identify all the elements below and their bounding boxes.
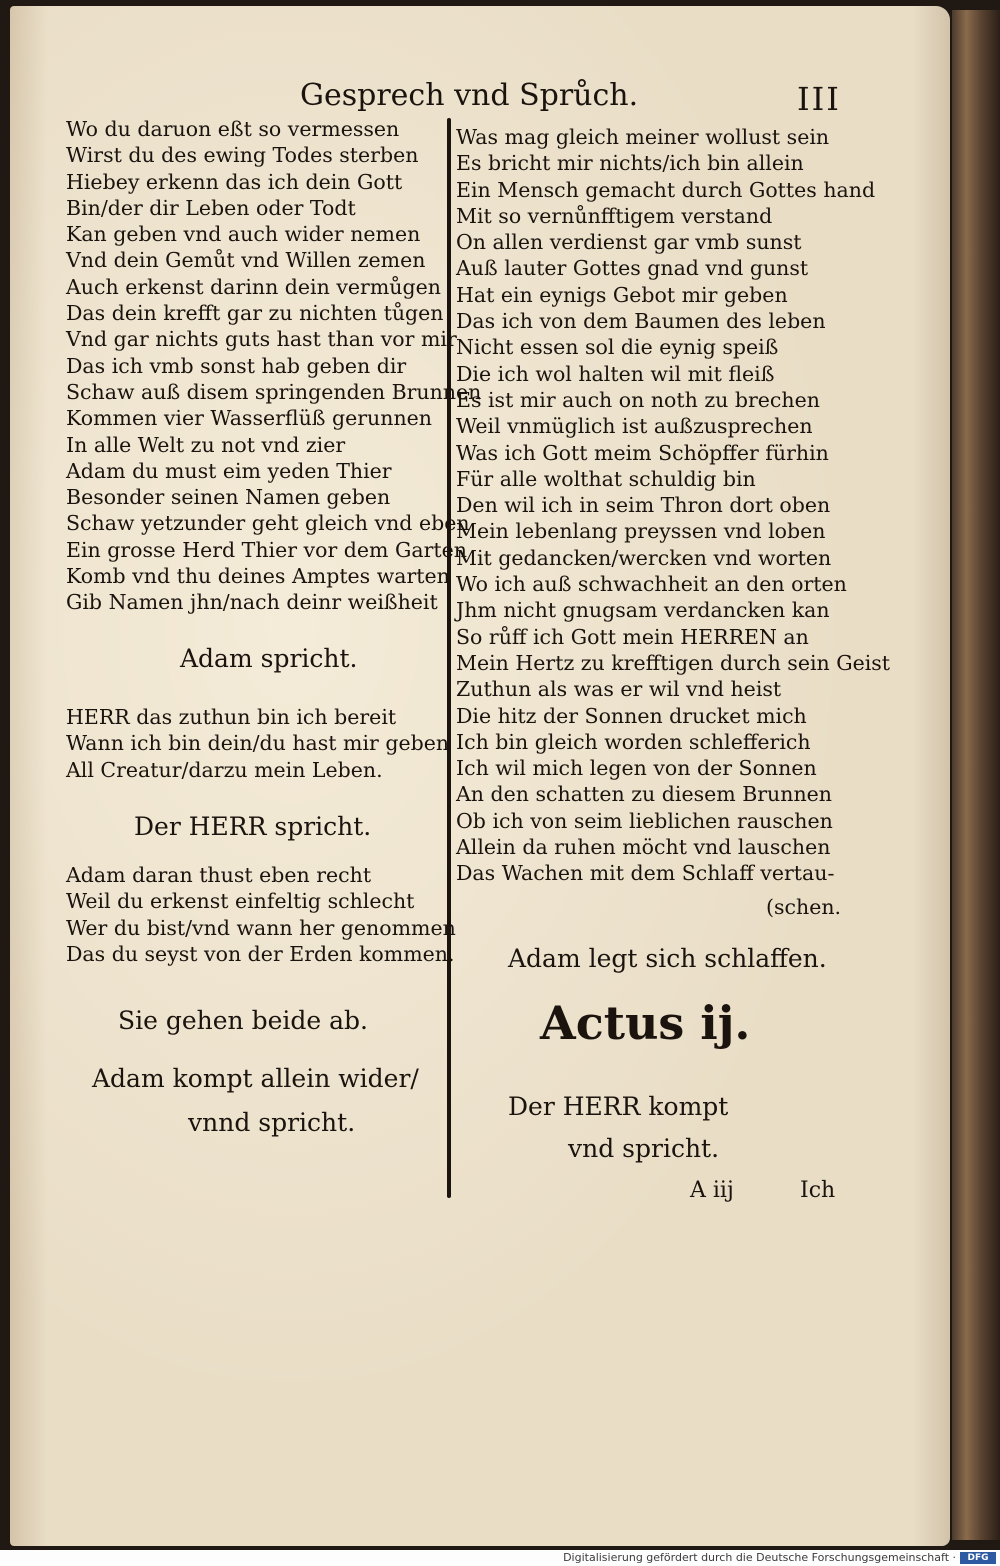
verse-line: Mein lebenlang preyssen vnd loben <box>456 519 826 544</box>
left-column-verses-2 <box>66 704 449 783</box>
verse-line: Wo ich auß schwachheit an den orten <box>456 572 847 597</box>
stage-direction-adam-returns: Adam kompt allein wider/ <box>92 1064 419 1093</box>
catchword: Ich <box>800 1178 836 1203</box>
verse-line: Ein grosse Herd Thier vor dem Garten <box>66 537 467 562</box>
verse-line: Das ich von dem Baumen des leben <box>456 309 826 334</box>
verse-line: Wann ich bin dein/du hast mir geben <box>66 731 450 756</box>
verse-line: Ein Mensch gemacht durch Gottes hand <box>456 177 876 202</box>
running-head: Gesprech vnd Sprůch. <box>300 78 639 113</box>
footer-bar <box>0 1550 1000 1566</box>
stage-direction-herr-comes: Der HERR kompt <box>508 1092 729 1121</box>
verse-line: Mein Hertz zu krefftigen durch sein Geist <box>456 650 891 675</box>
verse-line: Es ist mir auch on noth zu brechen <box>456 387 820 412</box>
verse-line: Den wil ich in seim Thron dort oben <box>456 493 831 518</box>
verse-line: Hat ein eynigs Gebot mir geben <box>456 282 788 307</box>
verse-line: Das du seyst von der Erden kommen. <box>66 941 455 966</box>
verse-line: Adam daran thust eben recht <box>66 863 372 887</box>
verse-line: In alle Welt zu not vnd zier <box>66 432 346 457</box>
verse-line: Bin/der dir Leben oder Todt <box>66 195 356 220</box>
verse-line: So růff ich Gott mein HERREN an <box>456 624 809 649</box>
verse-line: Ich bin gleich worden schlefferich <box>456 729 811 754</box>
book-edge <box>952 10 1000 1540</box>
turnover-word: (schen. <box>766 895 842 919</box>
verse-line: An den schatten zu diesem Brunnen <box>456 782 832 807</box>
speaker-heading-adam: Adam spricht. <box>180 644 358 673</box>
verse-line: Es bricht mir nichts/ich bin allein <box>456 151 804 176</box>
verse-line: Das ich vmb sonst hab geben dir <box>66 353 407 378</box>
verse-line: Jhm nicht gnugsam verdancken kan <box>456 598 830 623</box>
verse-line: Besonder seinen Namen geben <box>66 485 391 510</box>
verse-line: Ich wil mich legen von der Sonnen <box>456 756 817 781</box>
verse-line: Das dein krefft gar zu nichten tůgen <box>66 301 444 326</box>
verse-line: Die ich wol halten wil mit fleiß <box>456 361 775 386</box>
dfg-logo: DFG <box>960 1552 996 1564</box>
left-column-verses <box>66 116 481 616</box>
speaker-heading-herr: Der HERR spricht. <box>134 812 372 841</box>
act-heading: Actus ij. <box>540 996 751 1050</box>
verse-line: Was mag gleich meiner wollust sein <box>456 125 830 149</box>
verse-line: Die hitz der Sonnen drucket mich <box>456 703 807 728</box>
signature-mark: A iij <box>690 1178 734 1203</box>
verse-line: Wer du bist/vnd wann her genommen <box>66 915 456 940</box>
verse-line: Ob ich von seim lieblichen rauschen <box>456 808 833 833</box>
verse-line: Vnd dein Gemůt vnd Willen zemen <box>66 248 426 273</box>
verse-line: Auß lauter Gottes gnad vnd gunst <box>456 256 809 281</box>
verse-line: All Creatur/darzu mein Leben. <box>66 757 383 782</box>
verse-line: Das Wachen mit dem Schlaff vertau- <box>456 861 835 886</box>
verse-line: Wo du daruon eßt so vermessen <box>66 117 400 141</box>
verse-line: Weil vnmüglich ist außzusprechen <box>456 414 813 439</box>
verse-line: Schaw yetzunder geht gleich vnd eben <box>66 511 470 536</box>
verse-line: HERR das zuthun bin ich bereit <box>66 705 397 729</box>
verse-line: Hiebey erkenn das ich dein Gott <box>66 169 403 194</box>
verse-line: Kommen vier Wasserflüß gerunnen <box>66 406 432 431</box>
verse-line: Nicht essen sol die eynig speiß <box>456 335 779 360</box>
verse-line: Adam du must eim yeden Thier <box>66 458 392 483</box>
verse-line: On allen verdienst gar vmb sunst <box>456 230 802 255</box>
stage-direction-adam-sleeps: Adam legt sich schlaffen. <box>508 944 827 973</box>
verse-line: Gib Namen jhn/nach deinr weißheit <box>66 590 438 615</box>
left-column-verses-3 <box>66 862 456 967</box>
verse-line: Komb vnd thu deines Amptes warten <box>66 564 450 589</box>
verse-line: Für alle wolthat schuldig bin <box>456 466 756 491</box>
right-column-verses <box>456 124 890 887</box>
verse-line: Mit so vernůnfftigem verstand <box>456 203 773 228</box>
folio-number: III <box>797 80 841 118</box>
verse-line: Schaw auß disem springenden Brunnen <box>66 379 482 404</box>
verse-line: Zuthun als was er wil vnd heist <box>456 677 782 702</box>
verse-line: Wirst du des ewing Todes sterben <box>66 143 419 168</box>
stage-direction-exit: Sie gehen beide ab. <box>118 1006 368 1035</box>
stage-direction-herr-speaks: vnd spricht. <box>568 1134 720 1163</box>
stage-direction-adam-speaks: vnnd spricht. <box>188 1108 356 1137</box>
funding-credit: Digitalisierung gefördert durch die Deutsche Forschungsgemeinschaft · <box>563 1551 956 1564</box>
verse-line: Kan geben vnd auch wider nemen <box>66 222 421 247</box>
verse-line: Vnd gar nichts guts hast than vor mir <box>66 327 457 352</box>
verse-line: Mit gedancken/wercken vnd worten <box>456 545 832 570</box>
verse-line: Was ich Gott meim Schöpffer fürhin <box>456 440 829 465</box>
verse-line: Allein da ruhen möcht vnd lauschen <box>456 835 831 860</box>
verse-line: Auch erkenst darinn dein vermůgen <box>66 274 441 299</box>
verse-line: Weil du erkenst einfeltig schlecht <box>66 889 415 914</box>
